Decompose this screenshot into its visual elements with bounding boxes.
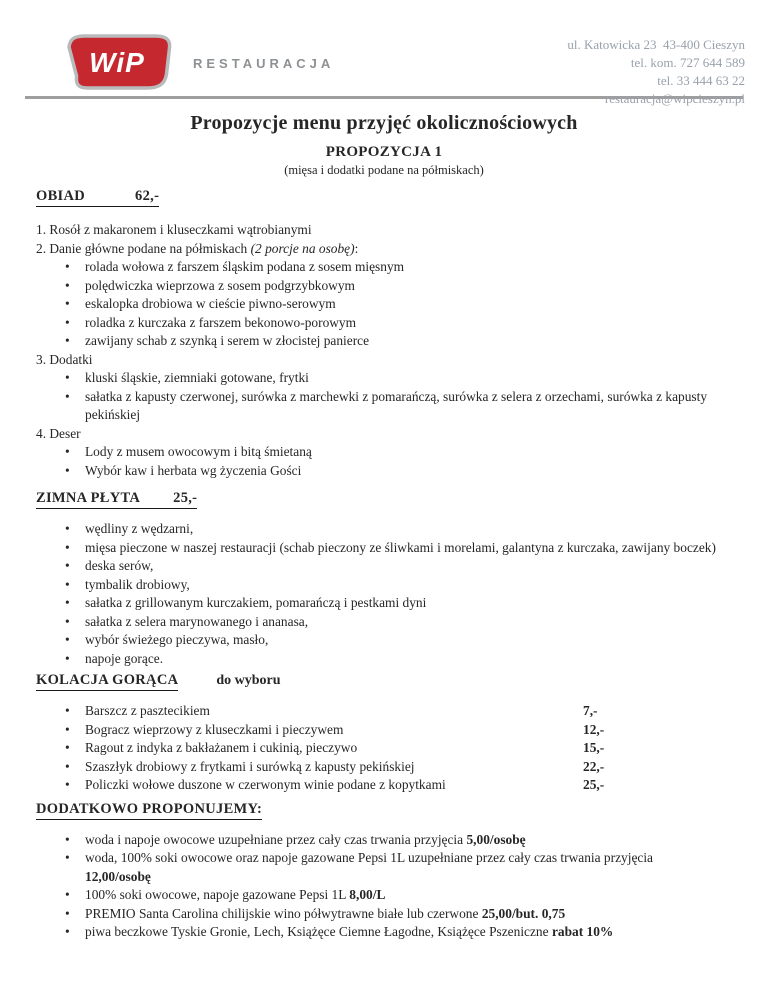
menu-item-text: piwa beczkowe Tyskie Gronie, Lech, Książęce Ciemne Łagodne, Książęce Pszeniczne	[85, 924, 549, 939]
obiad-heading-label: OBIAD	[36, 188, 86, 204]
menu-item-bold-price: 8,00/L	[349, 887, 386, 902]
dodatkowo-list	[36, 831, 722, 942]
menu-item	[36, 650, 722, 669]
menu-item-priced	[36, 758, 722, 777]
menu-item-text: Ragout z indyka z bakłażanem i cukinią, pieczywo	[85, 740, 358, 755]
menu-item-text: tymbalik drobiowy,	[85, 576, 190, 592]
menu-item-price: 25,-	[583, 777, 605, 792]
menu-item	[36, 594, 722, 613]
section-kolacja-heading	[36, 671, 722, 691]
menu-item-text: zawijany schab z szynką i serem w złocistej panierce	[85, 333, 370, 348]
menu-item-text: Lody z musem owocowym i bitą śmietaną	[85, 444, 312, 459]
menu-item-text: Bogracz wieprzowy z kluseczkami i pieczywem	[85, 721, 344, 737]
contact-email: restauracja@wipcieszyn.pl	[604, 91, 745, 106]
heading-gap	[140, 501, 173, 502]
menu-item-text: deska serów,	[85, 558, 154, 573]
menu-item	[36, 258, 722, 277]
obiad-line-dodatki: 3. Dodatki	[36, 351, 93, 367]
obiad-dodatki-list	[36, 369, 722, 425]
menu-item	[36, 631, 722, 650]
menu-item-text: roladka z kurczaka z farszem bekonowo-porowym	[85, 314, 357, 330]
obiad-mains-list	[36, 258, 722, 351]
menu-item	[36, 388, 722, 425]
obiad-heading-underline	[36, 187, 159, 207]
menu-item	[36, 576, 722, 595]
section-dodatkowo-heading	[36, 800, 722, 820]
menu-body	[0, 178, 768, 942]
menu-item-text: sałatka z grillowanym kurczakiem, pomarańczą i pestkami dyni	[85, 595, 427, 610]
obiad-line-main	[36, 240, 722, 259]
section-obiad-heading	[36, 187, 722, 207]
kolacja-list	[36, 702, 722, 795]
zimna-list	[36, 520, 722, 668]
menu-item-priced	[36, 776, 722, 795]
menu-item	[36, 369, 722, 388]
menu-item	[36, 520, 722, 539]
menu-item	[36, 277, 722, 296]
contact-address: ul. Katowicka 23 43-400 Cieszyn	[567, 37, 745, 52]
menu-item	[36, 539, 722, 558]
menu-item-text: 100% soki owocowe, napoje gazowane Pepsi 1L	[85, 887, 346, 902]
menu-item-text: PREMIO Santa Carolina chilijskie wino półwytrawne białe lub czerwone	[85, 905, 479, 921]
menu-item-text: Wybór kaw i herbata wg życzenia Gości	[85, 462, 302, 478]
menu-item-priced	[36, 702, 722, 721]
menu-item-price: 15,-	[583, 740, 605, 755]
logo-text: WiP	[89, 47, 145, 78]
obiad-line-main-suffix: :	[354, 240, 359, 256]
contact-mobile: tel. kom. 727 644 589	[630, 55, 745, 70]
menu-item-with-price	[36, 849, 722, 886]
menu-item-text: sałatka z selera marynowanego i ananasa,	[85, 613, 309, 629]
menu-item	[36, 613, 722, 632]
dodatkowo-heading-label: DODATKOWO PROPONUJEMY:	[36, 800, 262, 820]
kolacja-heading-label: KOLACJA GORĄCA	[36, 671, 178, 691]
wip-logo	[55, 33, 173, 91]
menu-item-priced	[36, 739, 722, 758]
menu-item-priced	[36, 721, 722, 740]
zimna-heading-label: ZIMNA PŁYTA	[36, 490, 141, 506]
menu-item-bold-price: 25,00/but. 0,75	[481, 905, 566, 921]
obiad-line-main-italic: (2 porcje na osobę)	[250, 240, 355, 256]
menu-item-bold-price: 5,00/osobę	[466, 831, 526, 847]
menu-item-with-price	[36, 905, 722, 924]
menu-item-price: 22,-	[583, 758, 605, 774]
menu-item-text: polędwiczka wieprzowa z sosem podgrzybkowym	[85, 277, 355, 293]
menu-item-with-price	[36, 831, 722, 850]
menu-item-text: mięsa pieczone w naszej restauracji (schab pieczony ze śliwkami i morelami, galantyna z kurczaka, zawijany boczek)	[85, 539, 716, 555]
obiad-line-deser: 4. Deser	[36, 425, 81, 441]
menu-item-price: 7,-	[583, 703, 598, 718]
contact-info	[567, 36, 745, 108]
page-title: Propozycje menu przyjęć okolicznościowych	[190, 112, 578, 134]
menu-item-text: wędliny z wędzarni,	[85, 521, 194, 536]
proposal-title: PROPOZYCJA 1	[325, 144, 443, 160]
section-zimna-heading	[36, 489, 722, 509]
menu-item-text: kluski śląskie, ziemniaki gotowane, frytki	[85, 370, 309, 385]
menu-item-text: woda, 100% soki owocowe oraz napoje gazowane Pepsi 1L uzupełniane przez cały czas trwania przyjęcia	[85, 850, 653, 865]
menu-item-bold-price: 12,00/osobę	[85, 868, 151, 884]
obiad-price: 62,-	[135, 188, 160, 204]
zimna-price: 25,-	[173, 490, 198, 506]
brand-name: RESTAURACJA	[193, 55, 335, 71]
obiad-line-soup: 1. Rosół z makaronem i kluseczkami wątrobianymi	[36, 222, 312, 237]
menu-item	[36, 557, 722, 576]
menu-item-text: sałatka z kapusty czerwonej, surówka z marchewki z pomarańczą, surówka z selera z orzechami, surówka z kapusty pekińskiej	[85, 388, 708, 422]
zimna-heading-underline	[36, 489, 197, 509]
menu-item	[36, 295, 722, 314]
menu-item-text: napoje gorące.	[85, 650, 164, 666]
menu-item	[36, 314, 722, 333]
brand	[55, 33, 334, 91]
menu-item-text: rolada wołowa z farszem śląskim podana z sosem mięsnym	[85, 259, 405, 274]
menu-item-bold-price: rabat 10%	[551, 924, 614, 939]
menu-item-with-price	[36, 923, 722, 942]
kolacja-choice-note: do wyboru	[216, 673, 281, 688]
obiad-deser-list	[36, 443, 722, 480]
menu-item	[36, 332, 722, 351]
menu-item	[36, 462, 722, 481]
menu-item-text: Barszcz z pasztecikiem	[85, 703, 210, 718]
menu-item-price: 12,-	[583, 721, 605, 737]
menu-item-with-price	[36, 886, 722, 905]
menu-item-text: eskalopka drobiowa w cieście piwno-serowym	[85, 296, 336, 311]
contact-phone: tel. 33 444 63 22	[657, 73, 745, 88]
proposal-note: (mięsa i dodatki podane na półmiskach)	[284, 163, 484, 177]
header	[0, 0, 768, 106]
obiad-line-main-prefix: 2. Danie główne podane na półmiskach	[36, 240, 251, 256]
menu-item-text: Policzki wołowe duszone w czerwonym winie podane z kopytkami	[85, 777, 446, 792]
menu-item-text: wybór świeżego pieczywa, masło,	[85, 632, 269, 647]
menu-item-text: Szaszłyk drobiowy z frytkami i surówką z kapusty pekińskiej	[85, 758, 415, 774]
menu-item-text: woda i napoje owocowe uzupełniane przez cały czas trwania przyjęcia	[85, 831, 464, 847]
heading-gap	[85, 199, 135, 200]
menu-item	[36, 443, 722, 462]
